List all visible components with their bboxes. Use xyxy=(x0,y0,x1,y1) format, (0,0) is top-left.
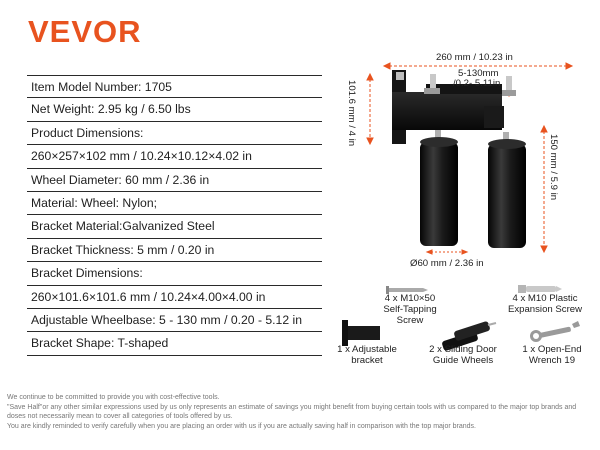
wheelbase-in-label: /0.2- 5.11in xyxy=(453,78,501,89)
diameter-dimension-line xyxy=(427,250,467,254)
guide-wheel-left xyxy=(420,137,458,246)
spec-row-product-dimensions-value: 260×257×102 mm / 10.24×10.12×4.02 in xyxy=(27,145,322,168)
spec-row-bracket-material: Bracket Material:Galvanized Steel xyxy=(27,215,322,238)
width-dimension-label: 260 mm / 10.23 in xyxy=(436,52,513,63)
wheel-height-dimension-label: 150 mm / 5.9 in xyxy=(548,134,559,201)
disclaimer-line-1: We continue to be committed to provide you with cost-effective tools. xyxy=(7,394,220,401)
spec-row-material: Material: Wheel: Nylon; xyxy=(27,192,322,215)
sliding-door-wheels-label-text: 2 x Sliding Door Guide Wheels xyxy=(429,344,497,366)
spec-row-product-dimensions-label: Product Dimensions: xyxy=(27,122,322,145)
adjustable-bracket-label xyxy=(322,344,412,366)
adjustable-bracket-label-text: 1 x Adjustable bracket xyxy=(337,344,397,366)
disclaimer-line-2: "Save Half"or any other similar expressions used by us only represents an estimate of savings you might benefit from buying certain tools with us compared to the major top brands and doses not necessarily mean to cover all categories of tools offered by us. xyxy=(7,403,577,421)
product-diagram xyxy=(322,44,600,368)
spec-row-bracket-dimensions-value: 260×101.6×101.6 mm / 10.24×4.00×4.00 in xyxy=(27,286,322,309)
spec-row-wheel-diameter: Wheel Diameter: 60 mm / 2.36 in xyxy=(27,169,322,192)
wheel-height-dimension-line xyxy=(541,126,547,252)
guide-wheel-right xyxy=(488,139,526,248)
plastic-expansion-screw-label-text: 4 x M10 Plastic Expansion Screw xyxy=(507,293,583,315)
open-end-wrench-label-text: 1 x Open-End Wrench 19 xyxy=(522,344,582,366)
spec-row-shape: Bracket Shape: T-shaped xyxy=(27,332,322,355)
height-dimension-label: 101.6 mm / 4 in xyxy=(346,80,357,147)
spec-row-model: Item Model Number: 1705 xyxy=(27,75,322,98)
spec-row-weight: Net Weight: 2.95 kg / 6.50 lbs xyxy=(27,98,322,121)
plastic-expansion-screw-label xyxy=(495,293,595,315)
spec-row-bracket-dimensions-label: Bracket Dimensions: xyxy=(27,262,322,285)
disclaimer-line-3: You are kindly reminded to verify carefully when you are placing an order with us if you are actually saving half in comparison with the top major brands. xyxy=(7,422,476,430)
open-end-wrench-icon xyxy=(530,321,580,342)
spec-row-wheelbase: Adjustable Wheelbase: 5 - 130 mm / 0.20 - 5.12 in xyxy=(27,309,322,332)
bracket-illustration xyxy=(322,44,600,368)
brand-logo: VEVOR xyxy=(28,14,142,49)
open-end-wrench-label xyxy=(512,344,592,366)
spec-row-bracket-thickness: Bracket Thickness: 5 mm / 0.20 in xyxy=(27,239,322,262)
wheel-diameter-label: Ø60 mm / 2.36 in xyxy=(410,258,484,269)
spec-table xyxy=(27,75,322,356)
disclaimer xyxy=(7,393,595,431)
self-tapping-screw-label-text: 4 x M10×50 Self-Tapping Screw xyxy=(383,293,437,326)
plastic-expansion-screw-icon xyxy=(518,285,562,293)
height-dimension-line xyxy=(367,74,373,144)
sliding-door-wheels-label xyxy=(418,344,508,366)
self-tapping-screw-label xyxy=(370,293,450,326)
wheelbase-mm-label: 5-130mm xyxy=(458,68,499,79)
